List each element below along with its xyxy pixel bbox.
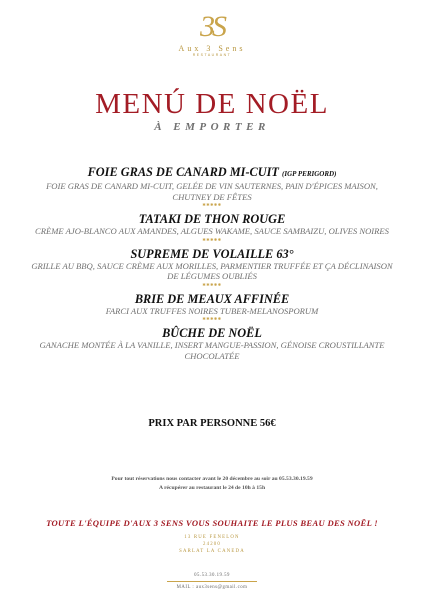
separator-stars: ✱✱✱✱✱ <box>202 281 222 287</box>
logo-name: Aux 3 Sens <box>178 44 246 53</box>
separator-stars: ✱✱✱✱✱ <box>202 316 222 321</box>
dish-item <box>0 247 424 287</box>
footer-contact <box>0 572 424 592</box>
dish-list <box>0 165 424 366</box>
dish-item <box>0 292 424 322</box>
address-postcode: 24200 <box>203 542 221 547</box>
logo-mark: 3S <box>200 10 224 43</box>
dish-note: (IGP PERIGORD) <box>282 170 337 178</box>
restaurant-logo <box>0 12 424 57</box>
dish-name <box>0 165 424 181</box>
dish-description: FARCI AUX TRUFFES NOIRES TUBER-MELANOSPORUM <box>105 305 319 316</box>
separator-stars: ✱✱✱✱✱ <box>202 236 222 242</box>
restaurant-address <box>0 534 424 555</box>
footer-mail: MAIL : aux3sens@gmail.com <box>176 585 248 590</box>
price-per-person: PRIX PAR PERSONNE 56€ <box>148 418 276 429</box>
dish-name: TATAKI DE THON ROUGE <box>138 212 286 226</box>
dish-description: FOIE GRAS DE CANARD MI-CUIT, GELÉE DE VIN SAUTERNES, PAIN D'ÉPICES MAISON, CHUTNEY DE FÊTES <box>46 181 378 202</box>
dish-name: BÛCHE DE NOËL <box>162 326 262 340</box>
dish-item <box>0 212 424 242</box>
reservation-line: Pour tout réservations nous contacter avant le 20 décembre au soir au 05.53.30.19.59 <box>111 476 313 482</box>
footer-phone: 05.53.30.19.59 <box>194 573 230 578</box>
dish-name: SUPREME DE VOLAILLE 63° <box>130 246 294 261</box>
reservation-info <box>0 475 424 493</box>
address-street: 13 RUE FENELON <box>184 535 240 540</box>
dish-description: GRILLE AU BBQ, SAUCE CRÈME AUX MORILLES, PARMENTIER TRUFFÉE ET ÇA DÉCLINAISON DE LÉGUMES OUBLIÉS <box>31 260 393 281</box>
menu-title: MENÚ DE NOËL <box>95 88 329 120</box>
address-city: SARLAT LA CANEDA <box>179 549 245 554</box>
dish-name: BRIE DE MEAUX AFFINÉE <box>134 291 290 306</box>
pickup-line: A récupérer au restaurant le 24 de 10h à 15h <box>158 485 266 491</box>
dish-name-text: FOIE GRAS DE CANARD MI-CUIT <box>87 165 279 179</box>
separator-stars: ✱✱✱✱✱ <box>202 202 222 207</box>
holiday-wishes: TOUTE L'ÉQUIPE D'AUX 3 SENS VOUS SOUHAITE LE PLUS BEAU DES NOËL ! <box>46 518 378 528</box>
footer-divider <box>167 581 257 582</box>
dish-description: GANACHE MONTÉE À LA VANILLE, INSERT MANGUE-PASSION, GÉNOISE CROUSTILLANTE CHOCOLATÉE <box>39 340 385 361</box>
dish-item <box>0 326 424 361</box>
dish-item <box>0 165 424 207</box>
dish-description: CRÈME AJO-BLANCO AUX AMANDES, ALGUES WAKAME, SAUCE SAMBAIZU, OLIVES NOIRES <box>35 226 389 236</box>
logo-subtitle: RESTAURANT <box>192 53 232 57</box>
menu-subtitle: À EMPORTER <box>154 121 270 133</box>
